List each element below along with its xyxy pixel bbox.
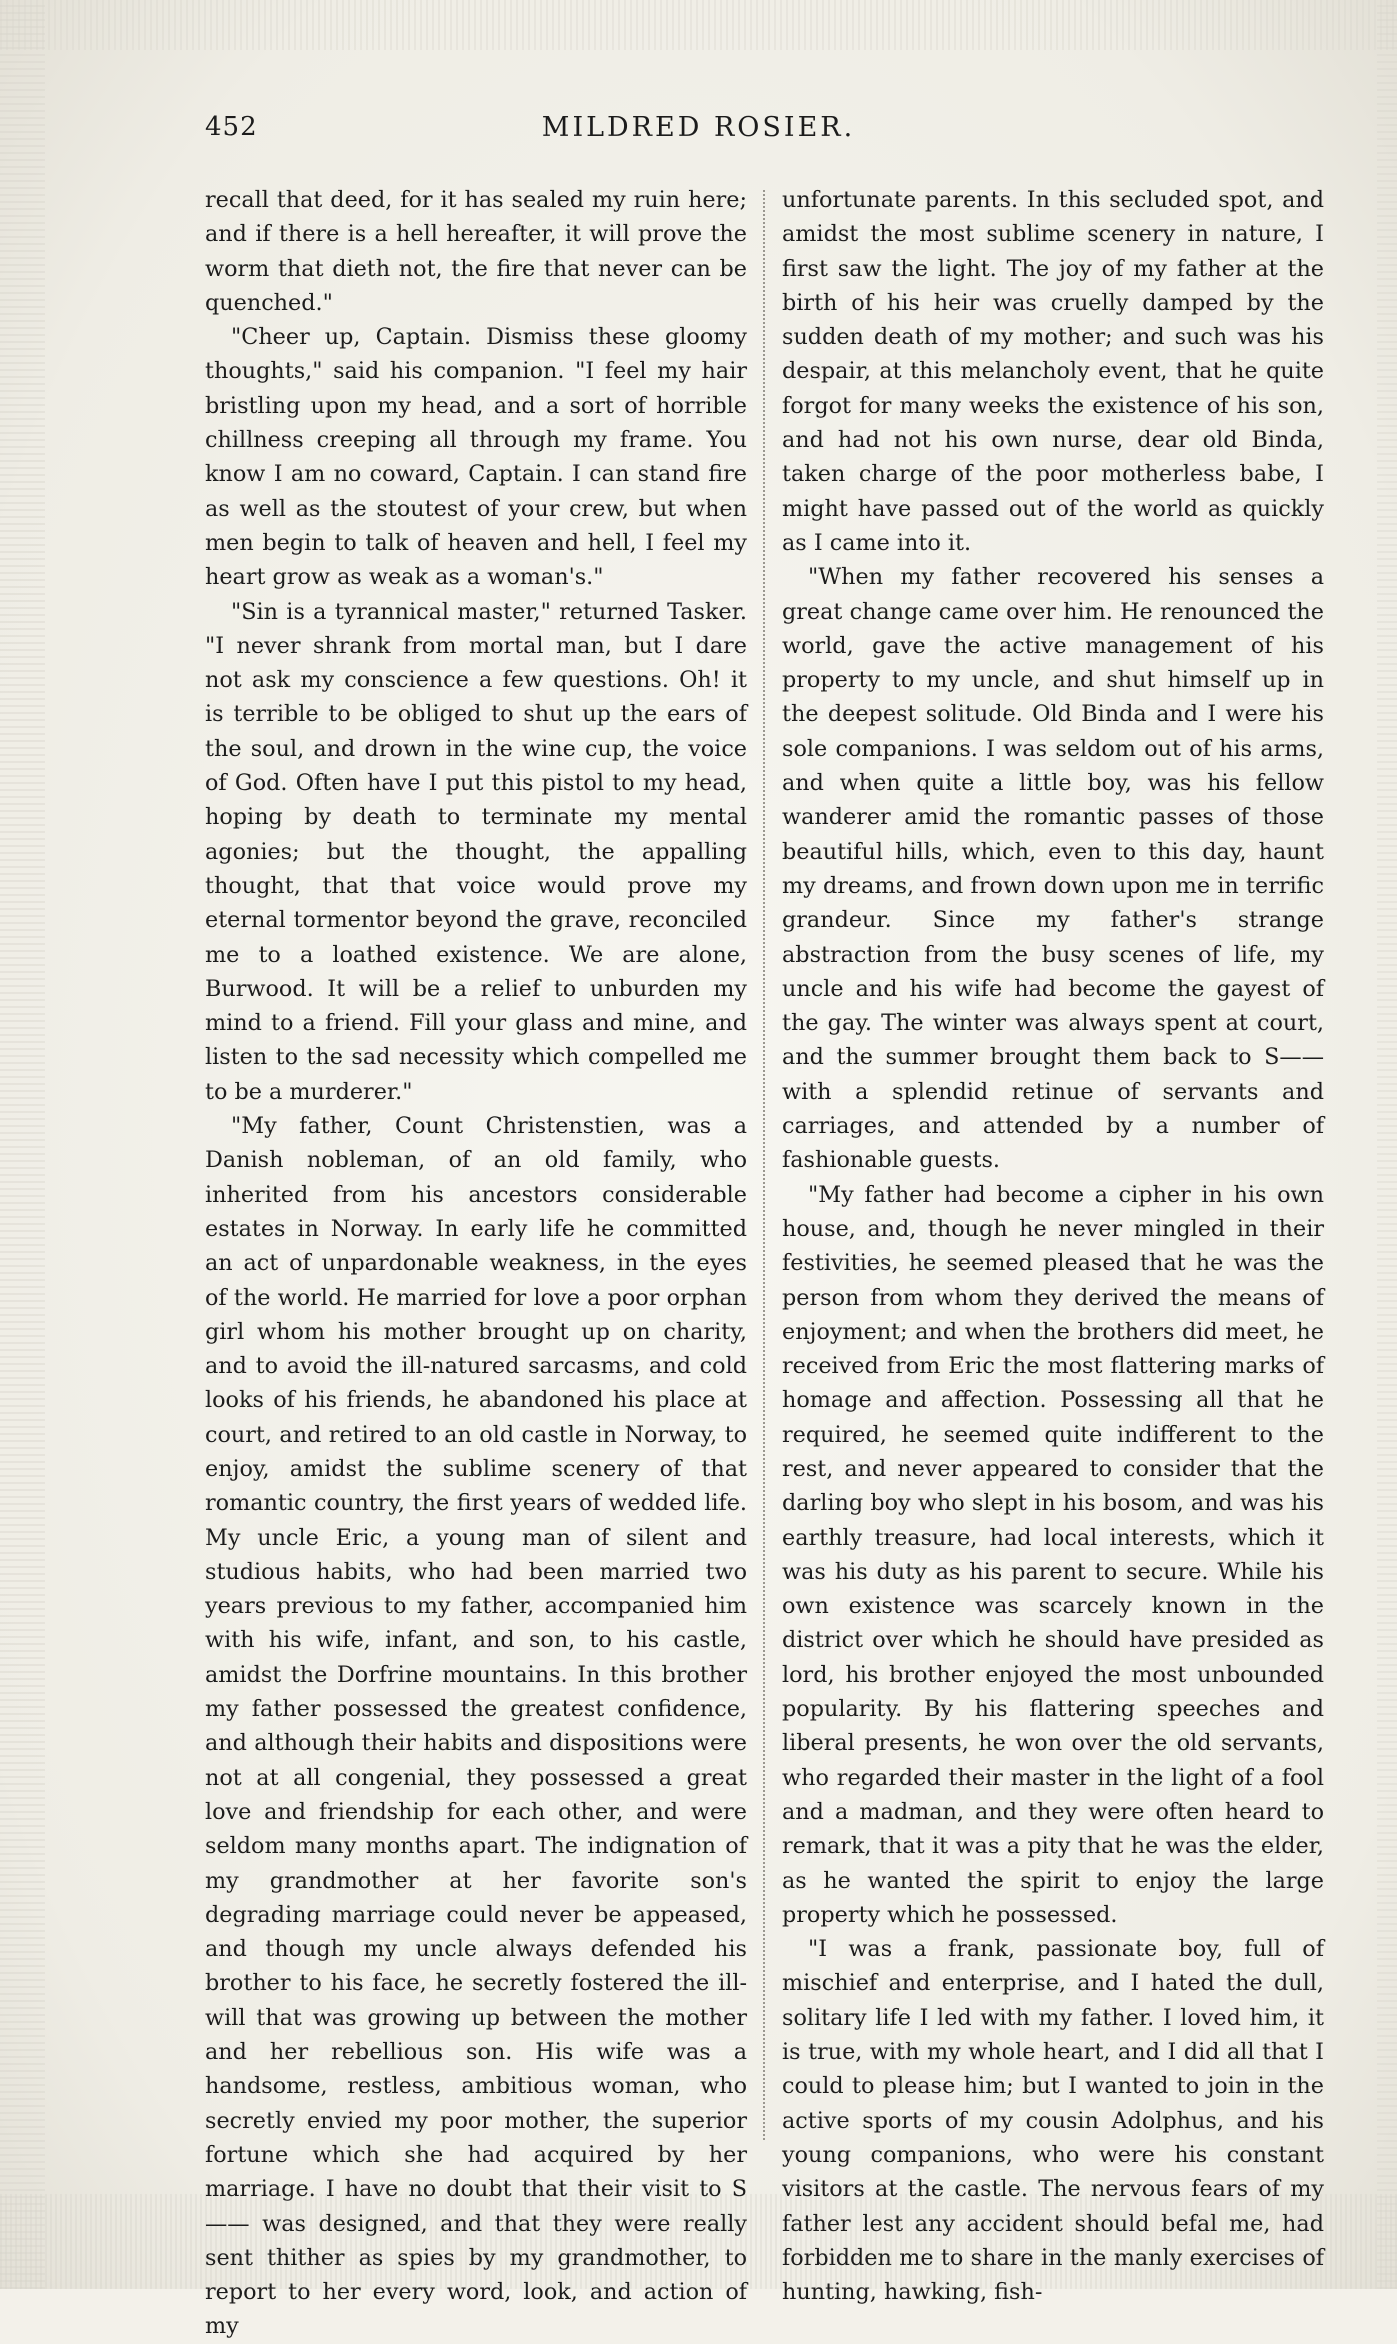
page-number: 452 [205,112,258,142]
paragraph: "Sin is a tyrannical master," returned Tasker. "I never shrank from mortal man, but I dare not ask my conscience a few questions. Oh! it is terrible to be obliged to shut up the ears of the soul, and drown in the wine cup, the voice of God. Often have I put this pistol to my head, hoping by death to terminate my mental agonies; but the thought, the appalling thought, that that voice would prove my eternal tormentor beyond the grave, reconciled me to a loathed existence. We are alone, Burwood. It will be a relief to unburden my mind to a friend. Fill your glass and mine, and listen to the sad necessity which compelled me to be a murderer." [205,598,747,1105]
scan-noise-top [0,0,1397,50]
right-column [782,183,1324,2309]
scan-noise-left [0,0,45,2289]
paragraph: "Cheer up, Captain. Dismiss these gloomy thoughts," said his companion. "I feel my hair bristling upon my head, and a sort of horrible chillness creeping all through my frame. You know I am no coward, Captain. I can stand fire as well as the stoutest of your crew, but when men begin to talk of heaven and hell, I feel my heart grow as weak as a woman's." [205,324,747,591]
paragraph: "My father, Count Christenstien, was a Danish nobleman, of an old family, who inherited from his ancestors considerable estates in Norway. In early life he committed an act of unpardonable weakness, in the eyes of the world. He married for love a poor orphan girl whom his mother brought up on charity, and to avoid the ill-natured sarcasms, and cold looks of his friends, he abandoned his place at court, and retired to an old castle in Norway, to enjoy, amidst the sublime scenery of that romantic country, the first years of wedded life. My uncle Eric, a young man of silent and studious habits, who had been married two years previous to my father, accompanied him with his wife, infant, and son, to his castle, amidst the Dorfrine mountains. In this brother my father possessed the greatest confidence, and although their habits and dispositions were not at all congenial, they possessed a great love and friendship for each other, and were seldom many months apart. The indignation of my grandmother at her favorite son's degrading marriage could never be appeased, and though my uncle always defended his brother to his face, he secretly fostered the ill-will that was growing up between the mother and her rebellious son. His wife was a handsome, restless, ambitious woman, who secretly envied my poor mother, the superior fortune which she had acquired by her marriage. I have no doubt that their visit to S—— was designed, and that they were really sent thither as spies by my grandmother, to report to her every word, look, and action of my [205,1113,747,2340]
running-title: MILDRED ROSIER. [541,112,856,143]
paragraph: recall that deed, for it has sealed my ruin here; and if there is a hell hereafter, it will prove the worm that dieth not, the fire that never can be quenched." [205,187,747,316]
paragraph: "When my father recovered his senses a great change came over him. He renounced the world, gave the active management of his property to my uncle, and shut himself up in the deepest solitude. Old Binda and I were his sole companions. I was seldom out of his arms, and when quite a little boy, was his fellow wanderer amid the romantic passes of those beautiful hills, which, even to this day, haunt my dreams, and frown down upon me in terrific grandeur. Since my father's strange abstraction from the busy scenes of life, my uncle and his wife had become the gayest of the gay. The winter was always spent at court, and the summer brought them back to S—— with a splendid retinue of servants and carriages, and attended by a number of fashionable guests. [782,564,1324,1174]
paragraph: "I was a frank, passionate boy, full of mischief and enterprise, and I hated the dull, solitary life I led with my father. I loved him, it is true, with my whole heart, and I did all that I could to please him; but I wanted to join in the active sports of my cousin Adolphus, and his young companions, who were his constant visitors at the castle. The nervous fears of my father lest any accident should befal me, had forbidden me to share in the manly exercises of hunting, hawking, fish- [782,1936,1324,2306]
scan-noise-right [1377,0,1397,2289]
paragraph: "My father had become a cipher in his own house, and, though he never mingled in their festivities, he seemed pleased that he was the person from whom they derived the means of enjoyment; and when the brothers did meet, he received from Eric the most flattering marks of homage and affection. Possessing all that he required, he seemed quite indifferent to the rest, and never appeared to consider that the darling boy who slept in his bosom, and was his earthly treasure, had local interests, which it was his duty as his parent to secure. While his own existence was scarcely known in the district over which he should have presided as lord, his brother enjoyed the most unbounded popularity. By his flattering speeches and liberal presents, he won over the old servants, who regarded their master in the light of a fool and a madman, and they were often heard to remark, that it was a pity that he was the elder, as he wanted the spirit to enjoy the large property which he possessed. [782,1181,1324,1928]
column-divider [763,190,765,2140]
left-column [205,183,747,2344]
paragraph: unfortunate parents. In this secluded spot, and amidst the most sublime scenery in nature, I first saw the light. The joy of my father at the birth of his heir was cruelly damped by the sudden death of my mother; and such was his despair, at this melancholy event, that he quite forgot for many weeks the existence of his son, and had not his own nurse, dear old Binda, taken charge of the poor motherless babe, I might have passed out of the world as quickly as I came into it. [782,187,1324,556]
